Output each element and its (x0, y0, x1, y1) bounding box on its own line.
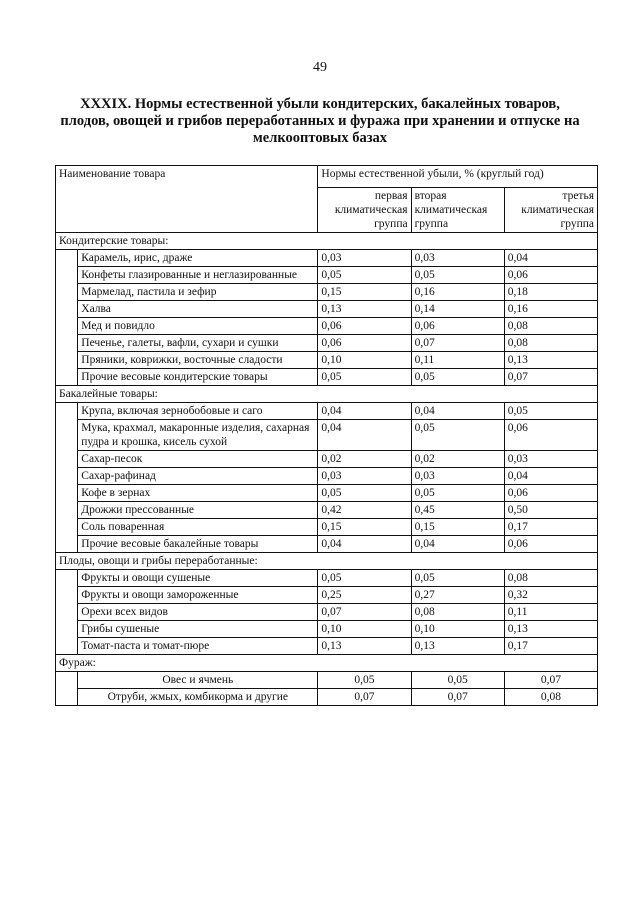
norm-value: 0,06 (504, 420, 597, 451)
item-name: Кофе в зернах (78, 485, 318, 502)
table-row (56, 301, 598, 318)
table-row (56, 468, 598, 485)
norm-value: 0,05 (504, 403, 597, 420)
table-row (56, 621, 598, 638)
norm-value: 0,13 (318, 301, 411, 318)
norm-value: 0,05 (411, 485, 504, 502)
norm-value: 0,04 (318, 536, 411, 553)
table-row (56, 420, 598, 451)
norm-value: 0,16 (504, 301, 597, 318)
item-name: Конфеты глазированные и неглазированные (78, 267, 318, 284)
section-row (56, 553, 598, 570)
table-row (56, 250, 598, 267)
title-line: мелкооптовых базах (252, 130, 388, 146)
table-row (56, 570, 598, 587)
header-group-3: третья климатическая группа (504, 188, 597, 233)
norm-value: 0,05 (411, 369, 504, 386)
norm-value: 0,25 (318, 587, 411, 604)
norm-value: 0,13 (318, 638, 411, 655)
indent-cell (56, 570, 78, 655)
table-row (56, 502, 598, 519)
item-name: Овес и ячмень (78, 672, 318, 689)
norm-value: 0,13 (504, 621, 597, 638)
norm-value: 0,05 (411, 570, 504, 587)
norm-value: 0,15 (318, 284, 411, 301)
header-norms-cell: Нормы естественной убыли, % (круглый год) (318, 166, 598, 188)
norm-value: 0,04 (411, 536, 504, 553)
norm-value: 0,15 (318, 519, 411, 536)
norm-value: 0,02 (318, 451, 411, 468)
norm-value: 0,32 (504, 587, 597, 604)
norm-value: 0,06 (504, 267, 597, 284)
norm-value: 0,07 (411, 689, 504, 706)
norm-value: 0,10 (411, 621, 504, 638)
norm-value: 0,06 (318, 335, 411, 352)
norm-value: 0,17 (504, 638, 597, 655)
table-row (56, 672, 598, 689)
table-row (56, 369, 598, 386)
table-row (56, 587, 598, 604)
item-name: Орехи всех видов (78, 604, 318, 621)
norm-value: 0,06 (318, 318, 411, 335)
norm-value: 0,03 (318, 250, 411, 267)
table-row (56, 284, 598, 301)
document-title (40, 96, 600, 147)
header-row (56, 166, 598, 188)
table-row (56, 403, 598, 420)
norm-value: 0,04 (411, 403, 504, 420)
item-name: Сахар-песок (78, 451, 318, 468)
norm-value: 0,07 (318, 604, 411, 621)
norm-value: 0,03 (504, 451, 597, 468)
norm-value: 0,10 (318, 621, 411, 638)
norm-value: 0,04 (504, 250, 597, 267)
page-number: 49 (313, 60, 327, 75)
header-group-1: первая климатическая группа (318, 188, 411, 233)
table-row (56, 267, 598, 284)
section-title: Кондитерские товары: (56, 233, 598, 250)
item-name: Халва (78, 301, 318, 318)
table-row (56, 352, 598, 369)
item-name: Прочие весовые бакалейные товары (78, 536, 318, 553)
norm-value: 0,07 (411, 335, 504, 352)
norm-value: 0,14 (411, 301, 504, 318)
norm-value: 0,05 (411, 267, 504, 284)
norm-value: 0,17 (504, 519, 597, 536)
norm-value: 0,08 (504, 318, 597, 335)
norm-value: 0,18 (504, 284, 597, 301)
item-name: Томат-паста и томат-пюре (78, 638, 318, 655)
section-title: Плоды, овощи и грибы переработанные: (56, 553, 598, 570)
item-name: Пряники, коврижки, восточные сладости (78, 352, 318, 369)
item-name: Фрукты и овощи сушеные (78, 570, 318, 587)
norm-value: 0,05 (318, 267, 411, 284)
item-name: Карамель, ирис, драже (78, 250, 318, 267)
item-name: Грибы сушеные (78, 621, 318, 638)
norm-value: 0,10 (318, 352, 411, 369)
norm-value: 0,42 (318, 502, 411, 519)
norm-value: 0,08 (504, 689, 597, 706)
table-row (56, 318, 598, 335)
section-row (56, 386, 598, 403)
item-name: Соль поваренная (78, 519, 318, 536)
norm-value: 0,07 (318, 689, 411, 706)
section-row (56, 655, 598, 672)
norm-value: 0,08 (411, 604, 504, 621)
header-group-2: вторая климатическая группа (411, 188, 504, 233)
norm-value: 0,11 (504, 604, 597, 621)
norm-value: 0,06 (411, 318, 504, 335)
norm-value: 0,11 (411, 352, 504, 369)
norm-value: 0,07 (504, 672, 597, 689)
indent-cell (56, 672, 78, 706)
item-name: Мед и повидло (78, 318, 318, 335)
title-line: плодов, овощей и грибов переработанных и фуража при хранении и отпуске на (60, 113, 580, 129)
norm-value: 0,04 (504, 468, 597, 485)
table-row (56, 451, 598, 468)
norm-value: 0,02 (411, 451, 504, 468)
table-row (56, 689, 598, 706)
norm-value: 0,08 (504, 570, 597, 587)
item-name: Сахар-рафинад (78, 468, 318, 485)
table-row (56, 335, 598, 352)
indent-cell (56, 250, 78, 386)
table-row (56, 519, 598, 536)
norms-table (55, 165, 598, 706)
table-row (56, 536, 598, 553)
norm-value: 0,05 (318, 485, 411, 502)
norm-value: 0,15 (411, 519, 504, 536)
table-row (56, 485, 598, 502)
norm-value: 0,05 (411, 420, 504, 451)
norm-value: 0,04 (318, 420, 411, 451)
norm-value: 0,07 (504, 369, 597, 386)
norm-value: 0,05 (318, 570, 411, 587)
indent-cell (56, 403, 78, 553)
item-name: Прочие весовые кондитерские товары (78, 369, 318, 386)
norm-value: 0,16 (411, 284, 504, 301)
item-name: Крупа, включая зернобобовые и саго (78, 403, 318, 420)
norm-value: 0,03 (318, 468, 411, 485)
table-row (56, 604, 598, 621)
title-line: XXXIX. Нормы естественной убыли кондитерских, бакалейных товаров, (80, 96, 560, 112)
norm-value: 0,27 (411, 587, 504, 604)
norm-value: 0,50 (504, 502, 597, 519)
section-title: Фураж: (56, 655, 598, 672)
norm-value: 0,06 (504, 536, 597, 553)
norm-value: 0,05 (318, 369, 411, 386)
norm-value: 0,13 (504, 352, 597, 369)
item-name: Печенье, галеты, вафли, сухари и сушки (78, 335, 318, 352)
norm-value: 0,13 (411, 638, 504, 655)
norm-value: 0,03 (411, 468, 504, 485)
item-name: Дрожжи прессованные (78, 502, 318, 519)
norm-value: 0,05 (318, 672, 411, 689)
section-title: Бакалейные товары: (56, 386, 598, 403)
table-row (56, 638, 598, 655)
norm-value: 0,08 (504, 335, 597, 352)
item-name: Мука, крахмал, макаронные изделия, сахарная пудра и крошка, кисель сухой (78, 420, 318, 451)
norm-value: 0,06 (504, 485, 597, 502)
norm-value: 0,05 (411, 672, 504, 689)
item-name: Фрукты и овощи замороженные (78, 587, 318, 604)
norm-value: 0,45 (411, 502, 504, 519)
norm-value: 0,04 (318, 403, 411, 420)
item-name: Мармелад, пастила и зефир (78, 284, 318, 301)
item-name: Отруби, жмых, комбикорма и другие (78, 689, 318, 706)
norm-value: 0,03 (411, 250, 504, 267)
section-row (56, 233, 598, 250)
header-name-cell: Наименование товара (56, 166, 318, 233)
